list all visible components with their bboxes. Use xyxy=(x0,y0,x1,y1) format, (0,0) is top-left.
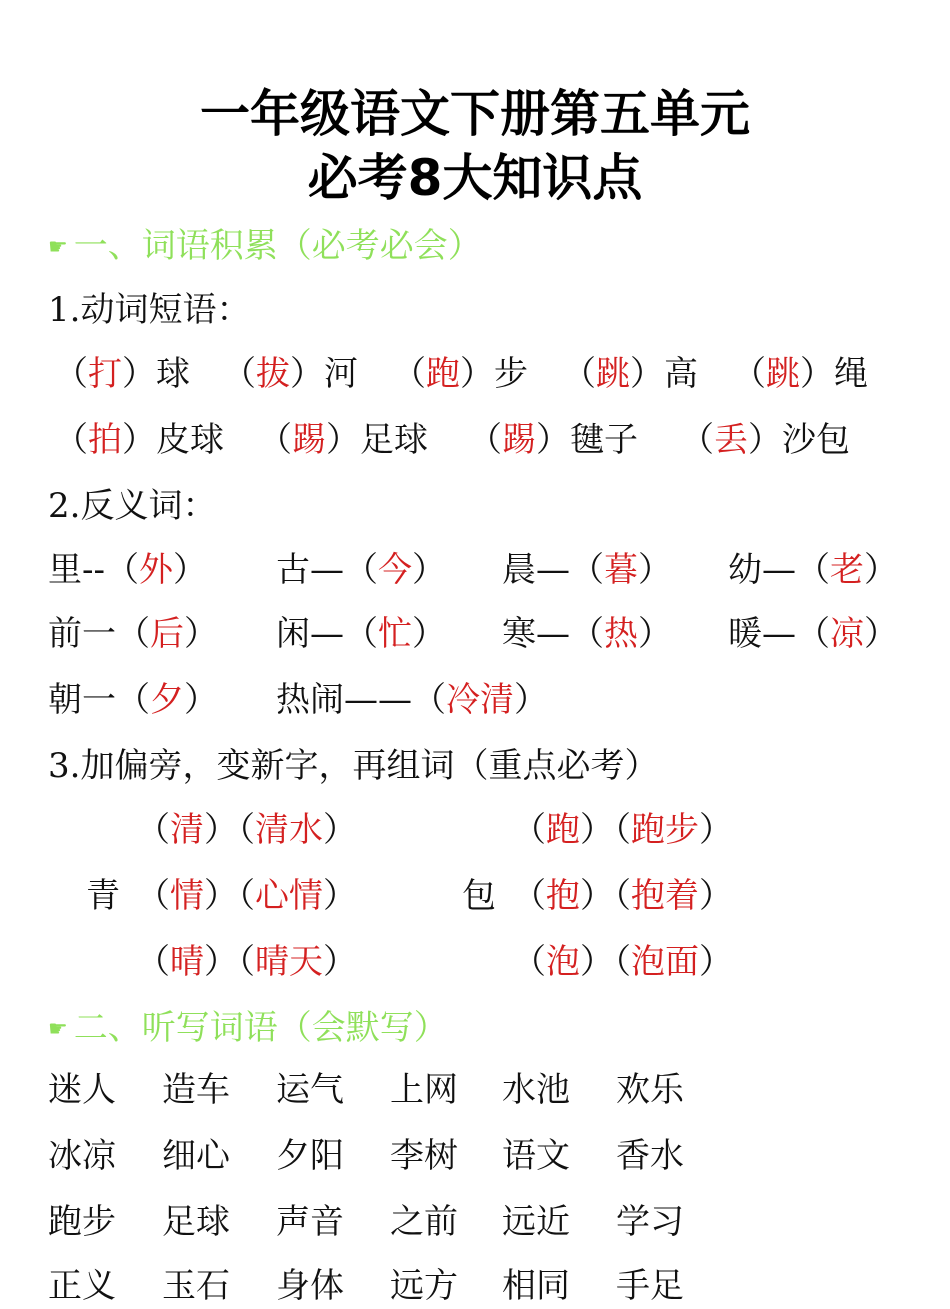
dictation-word: 远近 xyxy=(502,1202,570,1242)
verb-answer: 打 xyxy=(88,354,122,394)
antonym-word: 暖 xyxy=(728,614,762,654)
dictation-word: 足球 xyxy=(162,1202,230,1242)
antonym-answer: 热 xyxy=(604,614,638,654)
antonym-dash: 一 xyxy=(82,680,116,720)
section-2-heading: ☛ 二、听写词语（会默写） xyxy=(48,1008,448,1048)
radical-char: 情 xyxy=(170,876,204,916)
verb-answer: 踢 xyxy=(502,420,536,460)
dictation-word: 冰凉 xyxy=(48,1136,116,1176)
antonym-pair: 晨—（暮） xyxy=(502,550,672,590)
radical-word: 抱着 xyxy=(631,876,699,916)
antonym-answer: 凉 xyxy=(830,614,864,654)
dictation-word: 远方 xyxy=(390,1266,458,1306)
verb-object: 皮球 xyxy=(156,420,224,460)
verb-object: 步 xyxy=(494,354,528,394)
verb-object: 足球 xyxy=(360,420,428,460)
antonym-answer: 外 xyxy=(138,550,173,590)
antonym-dash: — xyxy=(762,550,796,590)
dictation-word: 水池 xyxy=(502,1070,570,1110)
antonym-answer: 后 xyxy=(150,614,184,654)
antonym-word: 古 xyxy=(276,550,310,590)
verb-object: 毽子 xyxy=(570,420,638,460)
verb-phrase: （跑）步 xyxy=(392,354,528,394)
antonym-dash: — xyxy=(310,550,344,590)
verb-phrase: （丢）沙包 xyxy=(680,420,850,460)
verb-phrase: （跳）高 xyxy=(562,354,698,394)
verb-object: 绳 xyxy=(834,354,868,394)
verb-object: 高 xyxy=(664,354,698,394)
pointing-hand-icon: ☛ xyxy=(48,1017,68,1042)
dictation-word: 香水 xyxy=(616,1136,684,1176)
dictation-word: 迷人 xyxy=(48,1070,116,1110)
antonym-dash: — xyxy=(536,614,570,654)
antonym-word: 朝 xyxy=(48,680,82,720)
radical-item: （泡）（泡面） xyxy=(512,942,733,982)
dictation-word: 之前 xyxy=(390,1202,458,1242)
radical-item: （清）（清水） xyxy=(136,810,357,850)
dictation-word: 正义 xyxy=(48,1266,116,1306)
dictation-word: 语文 xyxy=(502,1136,570,1176)
antonym-answer: 老 xyxy=(830,550,864,590)
verb-answer: 拍 xyxy=(88,420,122,460)
antonym-word: 前 xyxy=(48,614,82,654)
radical-word: 晴天 xyxy=(255,942,323,982)
dictation-word: 玉石 xyxy=(162,1266,230,1306)
antonym-answer: 冷清 xyxy=(446,680,514,720)
dictation-word: 相同 xyxy=(502,1266,570,1306)
radical-char: 泡 xyxy=(546,942,580,982)
antonym-pair: 里--（外） xyxy=(48,550,207,590)
antonym-word: 热闹 xyxy=(276,680,344,720)
radical-char: 清 xyxy=(170,810,204,850)
verb-answer: 踢 xyxy=(292,420,326,460)
dictation-word: 运气 xyxy=(276,1070,344,1110)
radical-item: （跑）（跑步） xyxy=(512,810,733,850)
verb-phrase: （跳）绳 xyxy=(732,354,868,394)
radical-word: 泡面 xyxy=(631,942,699,982)
antonym-dash: — xyxy=(310,614,344,654)
antonym-word: 寒 xyxy=(502,614,536,654)
verb-answer: 跑 xyxy=(426,354,460,394)
antonym-pair: 闲—（忙） xyxy=(276,614,446,654)
antonym-dash: -- xyxy=(82,550,105,590)
title-line-1: 一年级语文下册第五单元 xyxy=(200,85,750,143)
dictation-word: 声音 xyxy=(276,1202,344,1242)
dictation-word: 手足 xyxy=(616,1266,684,1306)
antonym-pair: 古—（今） xyxy=(276,550,446,590)
dictation-word: 细心 xyxy=(162,1136,230,1176)
antonym-word: 晨 xyxy=(502,550,536,590)
verb-object: 沙包 xyxy=(782,420,850,460)
dictation-word: 身体 xyxy=(276,1266,344,1306)
title-line-2: 必考8大知识点 xyxy=(307,149,643,207)
antonym-answer: 夕 xyxy=(150,680,184,720)
verb-object: 河 xyxy=(324,354,358,394)
radical-char: 跑 xyxy=(546,810,580,850)
antonym-dash: — xyxy=(536,550,570,590)
verb-phrase: （踢）毽子 xyxy=(468,420,638,460)
dictation-word: 李树 xyxy=(390,1136,458,1176)
dictation-word: 学习 xyxy=(616,1202,684,1242)
verb-answer: 拔 xyxy=(256,354,290,394)
radical-base-1: 青 xyxy=(86,876,120,916)
antonym-dash: —— xyxy=(344,680,412,720)
antonym-dash: 一 xyxy=(82,614,116,654)
antonym-answer: 忙 xyxy=(378,614,412,654)
radical-base-2: 包 xyxy=(462,876,496,916)
radical-item: （晴）（晴天） xyxy=(136,942,357,982)
verb-object: 球 xyxy=(156,354,190,394)
antonym-pair: 热闹——（冷清） xyxy=(276,680,548,720)
dictation-word: 欢乐 xyxy=(616,1070,684,1110)
antonym-answer: 暮 xyxy=(604,550,638,590)
antonym-pair: 寒—（热） xyxy=(502,614,672,654)
radicals-heading: 3.加偏旁，变新字，再组词（重点必考） xyxy=(48,746,659,786)
antonym-word: 幼 xyxy=(728,550,762,590)
radical-word: 心情 xyxy=(255,876,323,916)
radical-word: 跑步 xyxy=(631,810,699,850)
antonym-answer: 今 xyxy=(378,550,412,590)
antonym-word: 里 xyxy=(48,550,82,590)
radical-item: （抱）（抱着） xyxy=(512,876,733,916)
radical-char: 抱 xyxy=(546,876,580,916)
antonym-dash: — xyxy=(762,614,796,654)
verbs-heading: 1.动词短语： xyxy=(48,290,251,330)
dictation-word: 夕阳 xyxy=(276,1136,344,1176)
section-1-heading: ☛ 一、词语积累（必考必会） xyxy=(48,226,482,266)
verb-phrase: （打）球 xyxy=(54,354,190,394)
verb-phrase: （拔）河 xyxy=(222,354,358,394)
antonym-word: 闲 xyxy=(276,614,310,654)
verb-answer: 丢 xyxy=(714,420,748,460)
verb-phrase: （踢）足球 xyxy=(258,420,428,460)
verb-phrase: （拍）皮球 xyxy=(54,420,224,460)
radical-char: 晴 xyxy=(170,942,204,982)
antonym-pair: 暖—（凉） xyxy=(728,614,898,654)
pointing-hand-icon: ☛ xyxy=(48,235,68,260)
dictation-word: 跑步 xyxy=(48,1202,116,1242)
dictation-word: 上网 xyxy=(390,1070,458,1110)
antonym-pair: 幼—（老） xyxy=(728,550,898,590)
verb-answer: 跳 xyxy=(766,354,800,394)
radical-word: 清水 xyxy=(255,810,323,850)
dictation-word: 造车 xyxy=(162,1070,230,1110)
antonym-pair: 前一（后） xyxy=(48,614,218,654)
radical-item: （情）（心情） xyxy=(136,876,357,916)
verb-answer: 跳 xyxy=(596,354,630,394)
antonyms-heading: 2.反义词： xyxy=(48,486,217,526)
antonym-pair: 朝一（夕） xyxy=(48,680,218,720)
